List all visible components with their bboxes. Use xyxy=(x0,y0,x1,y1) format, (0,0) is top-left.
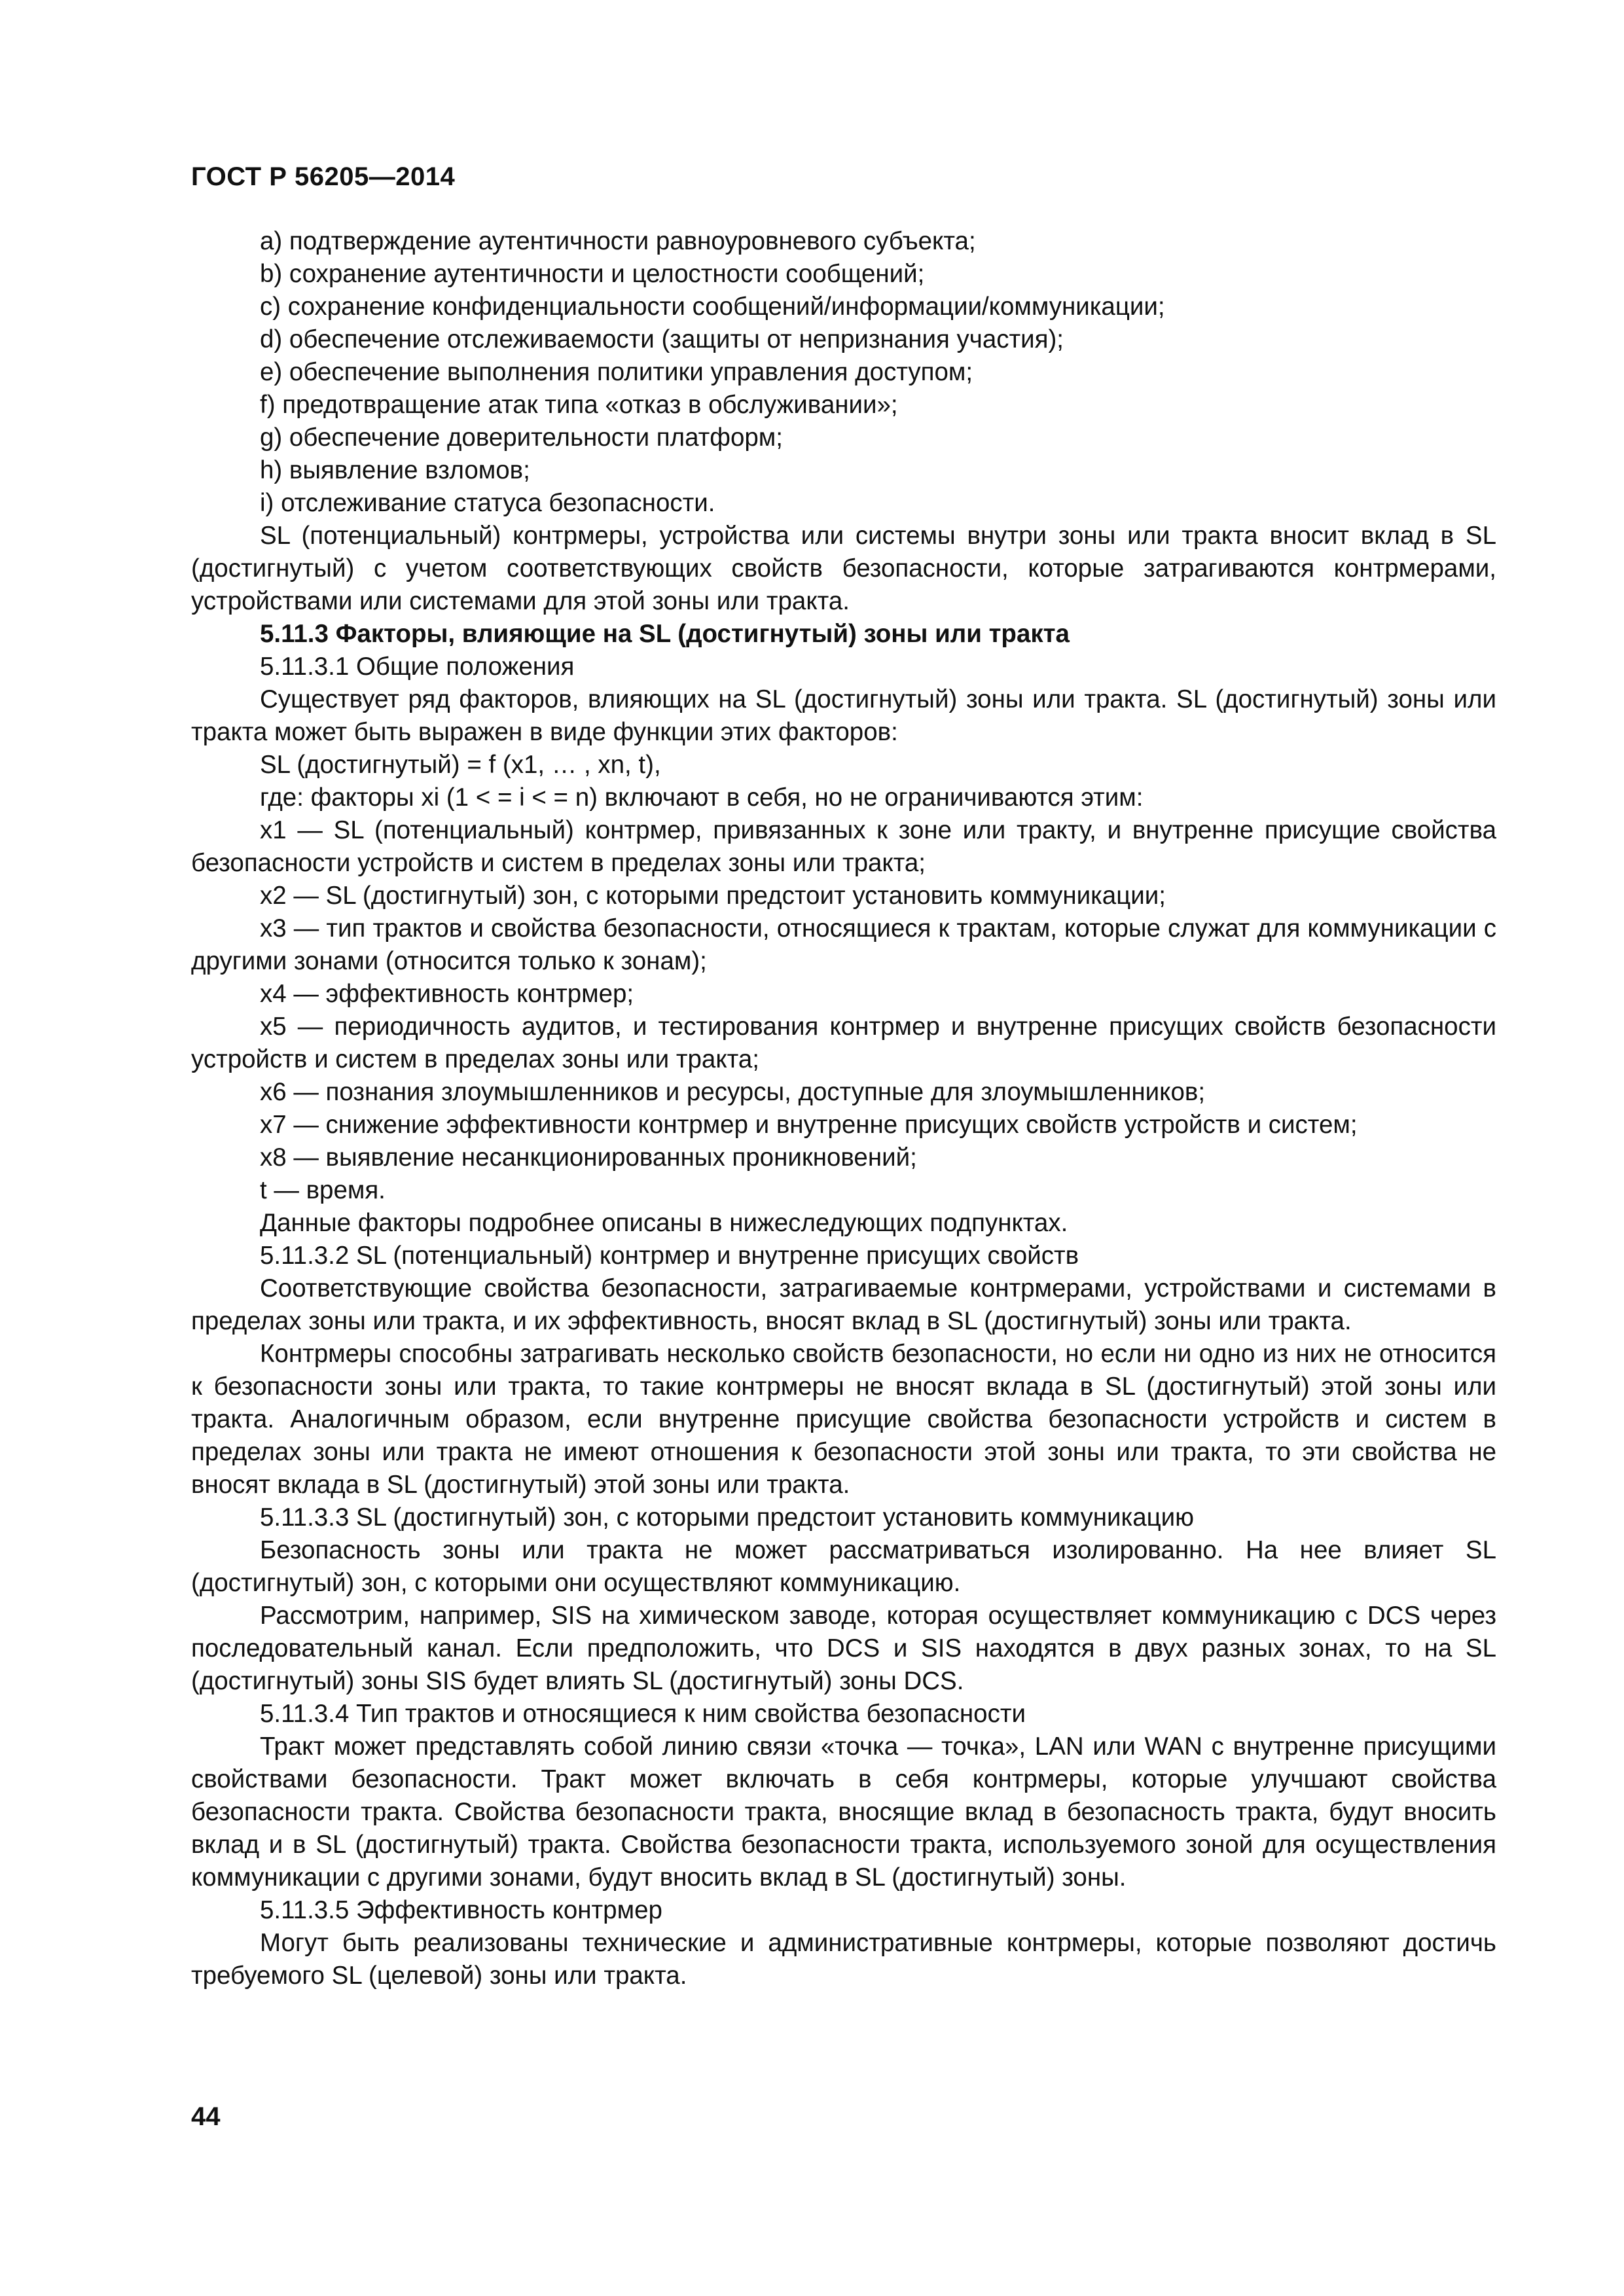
standard-header: ГОСТ Р 56205—2014 xyxy=(191,162,456,191)
paragraph: Рассмотрим, например, SIS на химическом заводе, которая осуществляет коммуникацию с DCS через последовательный канал. Если предположить, что DCS и SIS находятся в двух разных зонах, то на SL (достигнутый) зоны SIS будет влиять SL (достигнутый) зоны DCS. xyxy=(191,1602,1496,1695)
paragraph: x1 — SL (потенциальный) контрмер, привязанных к зоне или тракту, и внутренне присущие свойства безопасности устройств и систем в пределах зоны или тракта; xyxy=(191,816,1496,877)
paragraph: SL (достигнутый) = f (x1, … , xn, t), xyxy=(260,751,661,779)
paragraph: SL (потенциальный) контрмеры, устройства или системы внутри зоны или тракта вносит вклад в SL (достигнутый) с учетом соответствующих свойств безопасности, которые затрагиваются контрмерами, устройствами или системами для этой зоны или тракта. xyxy=(191,522,1496,615)
paragraph: i) отслеживание статуса безопасности. xyxy=(260,489,715,517)
paragraph: 5.11.3.1 Общие положения xyxy=(260,653,575,681)
page-number: 44 xyxy=(191,2102,221,2131)
paragraph: x2 — SL (достигнутый) зон, с которыми предстоит установить коммуникации; xyxy=(260,882,1166,910)
paragraph: t — время. xyxy=(260,1176,386,1204)
paragraph: x4 — эффективность контрмер; xyxy=(260,980,634,1008)
paragraph: f) предотвращение атак типа «отказ в обслуживании»; xyxy=(260,391,898,419)
paragraph: h) выявление взломов; xyxy=(260,456,530,484)
paragraph: Данные факторы подробнее описаны в нижеследующих подпунктах. xyxy=(260,1209,1068,1237)
paragraph: x5 — периодичность аудитов, и тестирования контрмер и внутренне присущих свойств безопасности устройств и систем в пределах зоны или тракта; xyxy=(191,1013,1496,1073)
paragraph: x3 — тип трактов и свойства безопасности, относящиеся к трактам, которые служат для коммуникации с другими зонами (относится только к зонам); xyxy=(191,914,1496,975)
paragraph: a) подтверждение аутентичности равноуровневого субъекта; xyxy=(260,227,976,255)
paragraph: x6 — познания злоумышленников и ресурсы, доступные для злоумышленников; xyxy=(260,1078,1206,1106)
paragraph: где: факторы xi (1 < = i < = n) включают в себя, но не ограничиваются этим: xyxy=(260,783,1144,812)
paragraph: e) обеспечение выполнения политики управления доступом; xyxy=(260,358,973,386)
paragraph: b) сохранение аутентичности и целостности сообщений; xyxy=(260,260,925,288)
section-heading: 5.11.3 Факторы, влияющие на SL (достигнутый) зоны или тракта xyxy=(260,620,1070,648)
paragraph: Безопасность зоны или тракта не может рассматриваться изолированно. На нее влияет SL (достигнутый) зон, с которыми они осуществляют коммуникацию. xyxy=(191,1536,1496,1597)
paragraph: Могут быть реализованы технические и административные контрмеры, которые позволяют достичь требуемого SL (целевой) зоны или тракта. xyxy=(191,1929,1496,1990)
paragraph: 5.11.3.3 SL (достигнутый) зон, с которыми предстоит установить коммуникацию xyxy=(260,1503,1195,1532)
body-text xyxy=(191,225,1496,1992)
paragraph: x7 — снижение эффективности контрмер и внутренне присущих свойств устройств и систем; xyxy=(260,1111,1358,1139)
paragraph: 5.11.3.4 Тип трактов и относящиеся к ним свойства безопасности xyxy=(260,1700,1026,1728)
paragraph: Контрмеры способны затрагивать несколько свойств безопасности, но если ни одно из них не относится к безопасности зоны или тракта, то такие контрмеры не вносят вклада в SL (достигнутый) этой зоны или тракта. Аналогичным образом, если внутренне присущие свойства безопасности устройств и систем в пределах зоны или тракта не имеют отношения к безопасности этой зоны или тракта, то эти свойства не вносят вклада в SL (достигнутый) этой зоны или тракта. xyxy=(191,1340,1496,1499)
paragraph: g) обеспечение доверительности платформ; xyxy=(260,423,783,452)
paragraph: c) сохранение конфиденциальности сообщений/информации/коммуникации; xyxy=(260,293,1165,321)
paragraph: 5.11.3.5 Эффективность контрмер xyxy=(260,1896,662,1924)
paragraph: Тракт может представлять собой линию связи «точка — точка», LAN или WAN с внутренне присущими свойствами безопасности. Тракт может включать в себя контрмеры, которые улучшают свойства безопасности тракта. Свойства безопасности тракта, вносящие вклад в безопасность тракта, будут вносить вклад и в SL (достигнутый) тракта. Свойства безопасности тракта, используемого зоной для осуществления коммуникации с другими зонами, будут вносить вклад в SL (достигнутый) зоны. xyxy=(191,1732,1496,1892)
paragraph: Соответствующие свойства безопасности, затрагиваемые контрмерами, устройствами и системами в пределах зоны или тракта, и их эффективность, вносят вклад в SL (достигнутый) зоны или тракта. xyxy=(191,1274,1496,1335)
paragraph: 5.11.3.2 SL (потенциальный) контрмер и внутренне присущих свойств xyxy=(260,1242,1079,1270)
paragraph: Существует ряд факторов, влияющих на SL (достигнутый) зоны или тракта. SL (достигнутый) зоны или тракта может быть выражен в виде функции этих факторов: xyxy=(191,685,1496,746)
paragraph: d) обеспечение отслеживаемости (защиты от непризнания участия); xyxy=(260,325,1064,353)
paragraph: x8 — выявление несанкционированных проникновений; xyxy=(260,1143,917,1172)
